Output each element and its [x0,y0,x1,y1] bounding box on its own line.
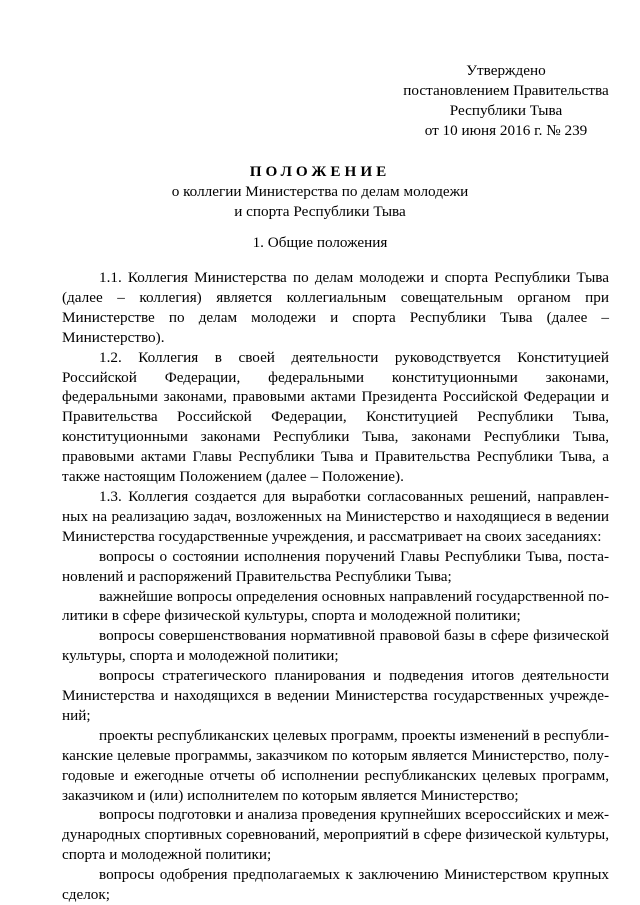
paragraph-1-3: 1.3. Коллегия создается для выработки согласованных решений, направленных на реализацию задач, возложенных на Министерство и находящиеся в ведении Министерства государственные учреждения, и рассматривает на своих заседаниях: [62,487,609,545]
list-item: вопросы совершенствования нормативной правовой базы в сфере физической культуры, спорта и молодежной политики; [62,627,609,665]
list-item: вопросы одобрения предполагаемых к заключению Министерством крупных сделок; [62,866,609,904]
paragraph-1-2: 1.2. Коллегия в своей деятельности руководствуется Конституцией Российской Федерации, федеральными конституционными законами, федеральными законами, правовыми актами Президента Российской Федерации и Правительства Российской Федерации, Конституцией Республики Тыва, конституционными законами Республики Тыва, законами Республики Тыва, правовыми актами Главы Республики Тыва и Правительства Республики Тыва, а также настоящим Положением (далее – Положение). [62,348,609,486]
document-body [62,268,609,905]
list-item: важнейшие вопросы определения основных направлений государственной политики в сфере физической культуры, спорта и молодежной политики; [62,587,609,625]
list-item: вопросы стратегического планирования и подведения итогов деятельности Министерства и находящихся в ведении Министерства государственных учреждений; [62,667,609,724]
list-item: вопросы подготовки и анализа проведения крупнейших всероссийских и международных спортивных соревнований, мероприятий в сфере физической культуры, спорта и молодежной политики; [62,806,609,864]
subtitle-line: о коллегии Министерства по делам молодежи [171,183,469,200]
approval-stamp [398,61,614,141]
paragraph-1-1: 1.1. Коллегия Министерства по делам молодежи и спорта Республики Тыва (далее – коллегия) является коллегиальным совещательным органом при Министерстве по делам молодежи и спорта Республики Тыва (далее – Министерство). [62,269,609,346]
approval-date: от 10 июня 2016 г. № 239 [424,122,588,139]
approval-line: постановлением Правительства [403,82,609,99]
list-item: вопросы о состоянии исполнения поручений Главы Республики Тыва, постановлений и распоряжений Правительства Республики Тыва; [62,547,609,585]
section-heading: 1. Общие положения [252,234,388,251]
approval-line: Республики Тыва [449,102,563,119]
document-title: ПОЛОЖЕНИЕ [249,163,391,180]
subtitle-line: и спорта Республики Тыва [234,203,406,220]
list-item: проекты республиканских целевых программ, проекты изменений в республиканские целевые программы, заказчиком по которым является Министерство, полугодовые и ежегодные отчеты об исполнении республиканских целевых программ, заказчиком и (или) исполнителем по которым является Министерство; [62,726,609,804]
approval-line: Утверждено [466,62,546,79]
document-subtitle [0,182,640,222]
